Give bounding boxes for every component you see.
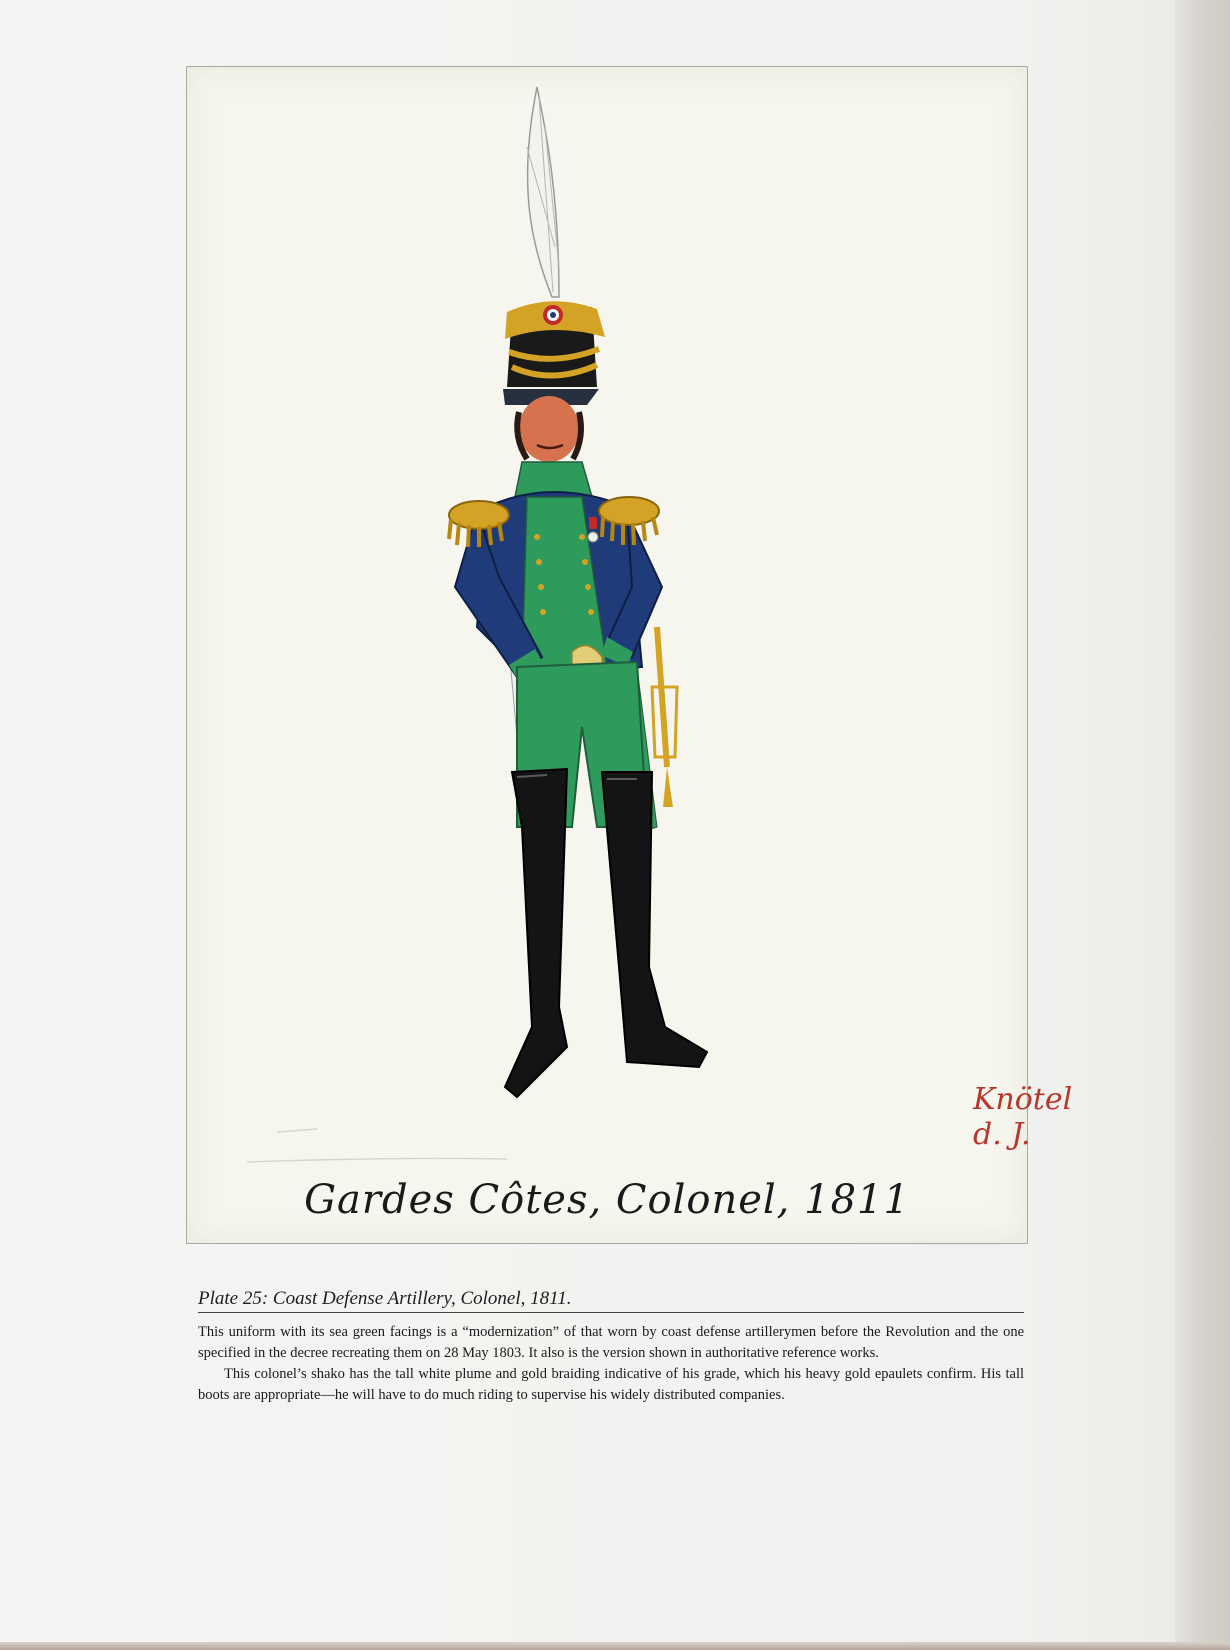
face — [517, 396, 581, 462]
white-plume — [527, 87, 559, 297]
illustration-plate — [186, 66, 1073, 1244]
boots — [505, 769, 707, 1097]
caption-paragraph: This colonel’s shako has the tall white plume and gold braiding indicative of his grade, which his heavy gold epaulets confirm. His tall boots are appropriate—he will have to do much riding to supervise his widely distributed companies. — [198, 1366, 1024, 1403]
page-gutter — [1175, 0, 1230, 1650]
soldier-illustration — [187, 67, 1027, 1243]
sword — [652, 627, 677, 807]
plate-inscription: Gardes Côtes, Colonel, 1811 — [304, 1177, 910, 1223]
caption-body — [198, 1322, 1024, 1406]
page-bottom-edge — [0, 1642, 1230, 1650]
shako — [503, 301, 605, 405]
artist-signature: Knötel d. J. — [973, 1082, 1073, 1152]
caption-paragraph: This uniform with its sea green facings is a “modernization” of that worn by coast defense artillerymen before the Revolution and the one specified in the decree recreating them on 28 May 1803. It also is the version shown in authoritative reference works. — [198, 1324, 1024, 1361]
caption-title: Plate 25: Coast Defense Artillery, Colonel, 1811. — [198, 1288, 1024, 1313]
